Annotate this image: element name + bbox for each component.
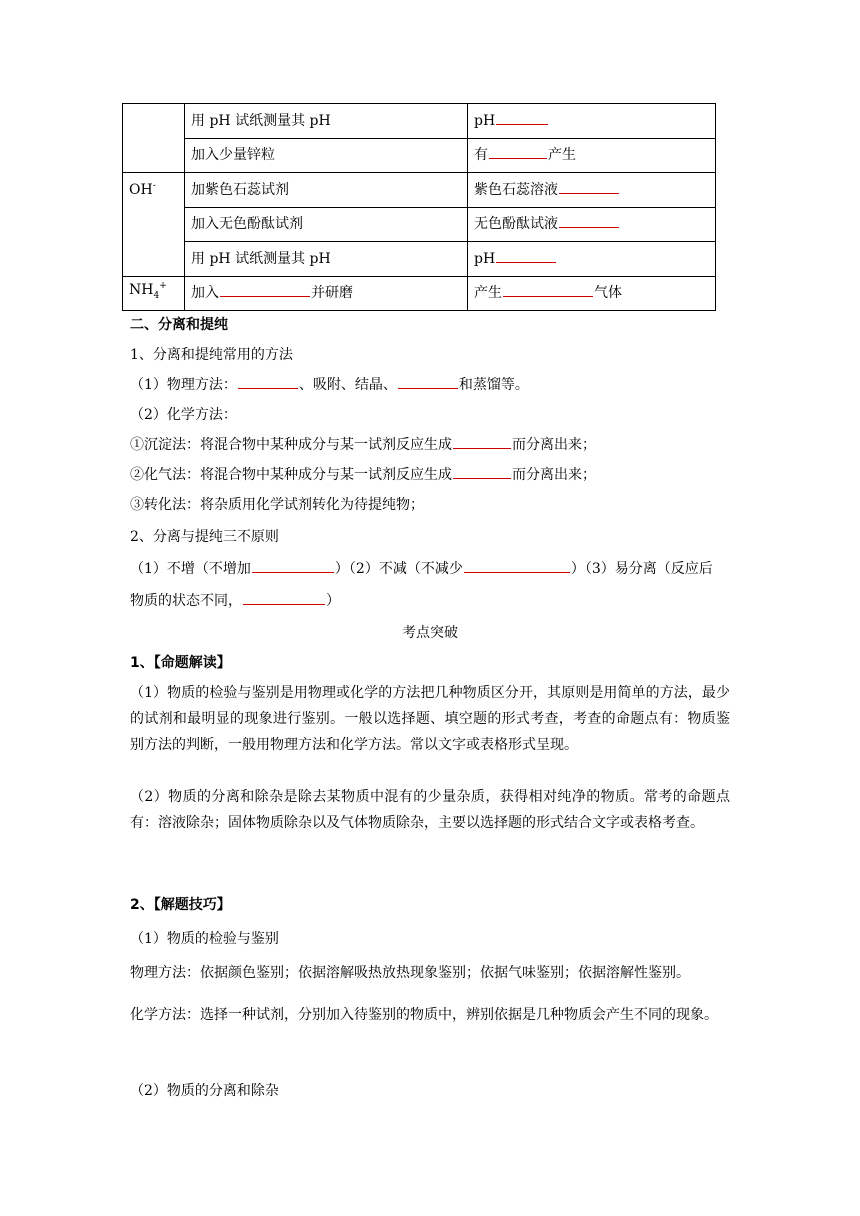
answer-blank[interactable]: [559, 192, 619, 194]
tip-heading: （1）物质的检验与鉴别: [130, 931, 279, 947]
ion-cell: [123, 104, 185, 173]
section-title: 考点突破: [402, 625, 458, 641]
section-heading: 二、分离和提纯: [130, 317, 228, 333]
principles-line: （1）不增（不增加 ）（2）不减（不减少 ）（3）易分离（反应后: [130, 561, 713, 577]
interpretation-paragraph-1: （1）物质的检验与鉴别是用物理或化学的方法把几种物质区分开，其原则是用简单的方法，最少的试剂和最明显的现象进行鉴别。一般以选择题、填空题的形式考查，考查的命题点有：物质鉴别方法的判断，一般用物理方法和化学方法。常以文字或表格形式呈现。: [130, 685, 730, 753]
physical-methods-line: （1）物理方法： 、吸附、结晶、 和蒸馏等。: [130, 377, 529, 393]
answer-blank[interactable]: [496, 261, 556, 263]
gasification-line: ②化气法：将混合物中某种成分与某一试剂反应生成 而分离出来；: [130, 467, 596, 483]
item-heading: 2、【解题技巧】: [130, 897, 231, 913]
table-row: [123, 173, 716, 208]
table-row: [123, 138, 716, 173]
tip-heading: （2）物质的分离和除杂: [130, 1083, 279, 1099]
method-cell: 加入少量锌粒: [185, 138, 468, 173]
method-cell: 用 pH 试纸测量其 pH: [185, 242, 468, 277]
subsection-heading: 2、分离与提纯三不原则: [130, 529, 279, 545]
result-cell: 产生 气体: [468, 276, 716, 311]
ion-cell: OH-: [123, 173, 185, 277]
chemical-method-text: 化学方法：选择一种试剂，分别加入待鉴别的物质中，辨别依据是几种物质会产生不同的现象。: [130, 1007, 718, 1023]
result-cell: 有 产生: [468, 138, 716, 173]
table-row: [123, 207, 716, 242]
table-row: [123, 104, 716, 139]
answer-blank[interactable]: [503, 295, 593, 297]
chemical-methods-line: （2）化学方法：: [130, 407, 237, 423]
result-cell: pH: [468, 242, 716, 277]
answer-blank[interactable]: [559, 226, 619, 228]
answer-blank[interactable]: [464, 571, 570, 573]
table-row: [123, 242, 716, 277]
physical-method-text: 物理方法：依据颜色鉴别；依据溶解吸热放热现象鉴别；依据气味鉴别；依据溶解性鉴别。: [130, 965, 690, 981]
item-heading: 1、【命题解读】: [130, 655, 231, 671]
precipitation-line: ①沉淀法：将混合物中某种成分与某一试剂反应生成 而分离出来；: [130, 437, 596, 453]
method-cell: 用 pH 试纸测量其 pH: [185, 104, 468, 139]
answer-blank[interactable]: [496, 123, 548, 125]
method-cell: 加入无色酚酞试剂: [185, 207, 468, 242]
answer-blank[interactable]: [243, 603, 325, 605]
answer-blank[interactable]: [489, 157, 547, 159]
principles-line-cont: 物质的状态不同， ）: [130, 593, 340, 609]
answer-blank[interactable]: [453, 477, 511, 479]
result-cell: pH: [468, 104, 716, 139]
method-cell: 加入 并研磨: [185, 276, 468, 311]
subsection-heading: 1、分离和提纯常用的方法: [130, 347, 293, 363]
result-cell: 紫色石蕊溶液: [468, 173, 716, 208]
answer-blank[interactable]: [453, 447, 511, 449]
conversion-line: ③转化法：将杂质用化学试剂转化为待提纯物；: [130, 497, 424, 513]
answer-blank[interactable]: [220, 295, 310, 297]
answer-blank[interactable]: [398, 387, 458, 389]
ion-cell: $NH_4^+$: [123, 276, 185, 311]
interpretation-paragraph-2: （2）物质的分离和除杂是除去某物质中混有的少量杂质，获得相对纯净的物质。常考的命题点有：溶液除杂；固体物质除杂以及气体物质除杂，主要以选择题的形式结合文字或表格考查。: [130, 789, 730, 831]
ion-test-table: [122, 103, 716, 311]
table-row: [123, 276, 716, 311]
answer-blank[interactable]: [238, 387, 298, 389]
result-cell: 无色酚酞试液: [468, 207, 716, 242]
answer-blank[interactable]: [252, 571, 334, 573]
method-cell: 加紫色石蕊试剂: [185, 173, 468, 208]
